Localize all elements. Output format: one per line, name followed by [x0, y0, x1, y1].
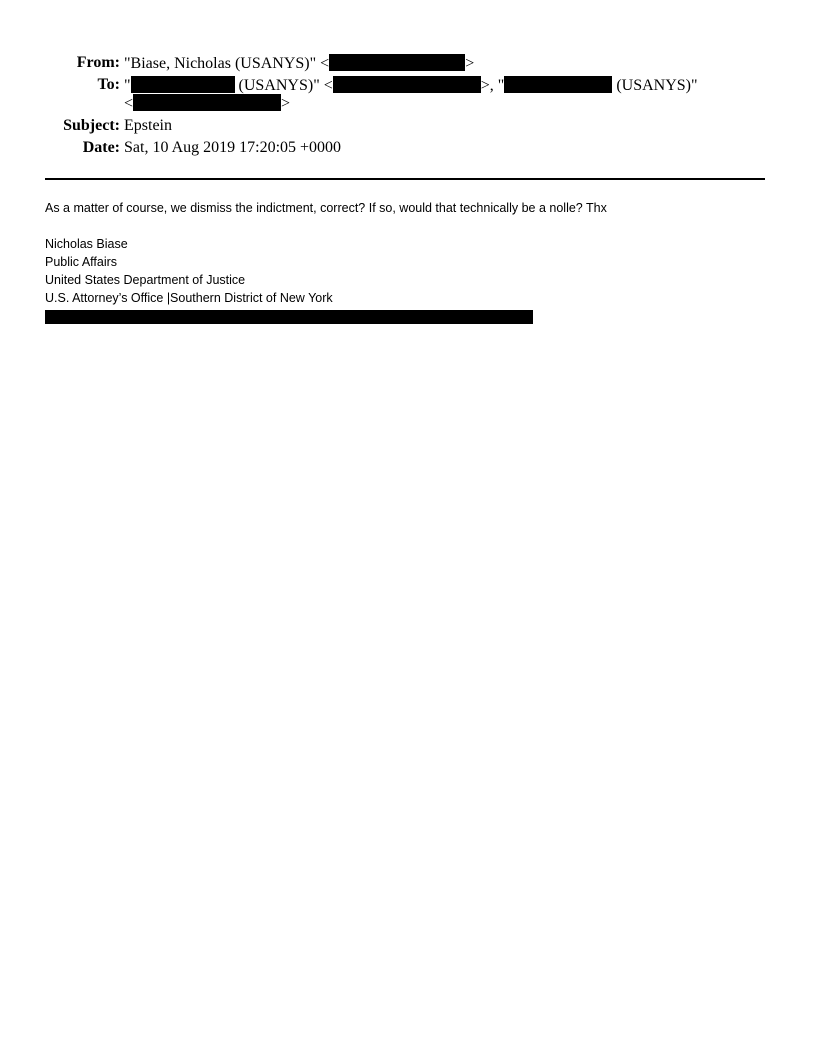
- signature-agency: United States Department of Justice: [45, 273, 246, 287]
- subject-value: Epstein: [124, 117, 172, 134]
- to-line2-close: >: [281, 95, 291, 112]
- redaction-block: [133, 94, 281, 111]
- redaction-block: [329, 54, 465, 71]
- to-line2-open: <: [124, 95, 134, 112]
- to-name-1-suffix: (USANYS)" <: [234, 77, 333, 94]
- to-label: To:: [97, 76, 120, 93]
- subject-label: Subject:: [63, 117, 120, 134]
- from-sender: "Biase, Nicholas (USANYS)" <: [124, 55, 330, 72]
- date-label: Date:: [82, 139, 120, 156]
- to-row-continued: [0, 94, 816, 114]
- date-row: [0, 139, 816, 159]
- header-divider: [45, 178, 765, 180]
- from-close: >: [465, 55, 475, 72]
- redaction-block: [333, 76, 481, 93]
- to-row: [0, 76, 816, 96]
- message-body: As a matter of course, we dismiss the indictment, correct? If so, would that technically be a nolle? Thx: [45, 201, 607, 215]
- from-value: [124, 54, 474, 73]
- date-value: Sat, 10 Aug 2019 17:20:05 +0000: [124, 139, 342, 156]
- to-quote-open: ": [124, 77, 131, 94]
- from-row: [0, 54, 816, 74]
- to-value-continued: [124, 94, 290, 113]
- signature-department: Public Affairs: [45, 255, 118, 269]
- redaction-block: [131, 76, 235, 93]
- to-value: [124, 76, 698, 95]
- to-name-2-suffix: (USANYS)": [612, 77, 698, 94]
- to-separator: >, ": [480, 77, 505, 94]
- from-label: From:: [76, 54, 120, 71]
- signature-redaction-block: [45, 310, 533, 324]
- subject-row: [0, 117, 816, 137]
- redaction-block: [504, 76, 612, 93]
- signature-name: Nicholas Biase: [45, 237, 128, 251]
- signature-office: U.S. Attorney’s Office |Southern District of New York: [45, 291, 333, 305]
